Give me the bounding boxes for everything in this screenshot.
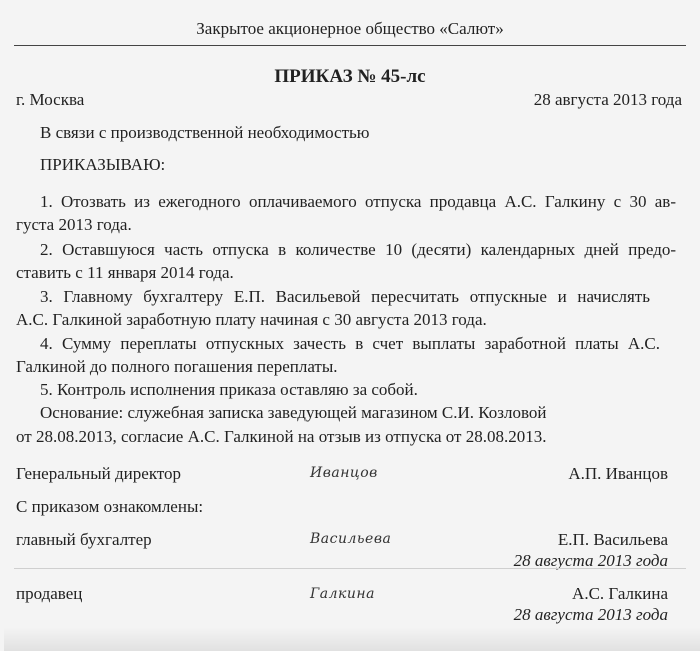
seller-signature: Галкина <box>310 586 375 602</box>
city: г. Москва <box>16 90 85 109</box>
seller-name: А.С. Галкина <box>572 584 668 603</box>
order-item-1-line-1: 1. Отозвать из ежегодного оплачиваемого отпуска продавца А.С. Галкину с 30 ав- <box>40 192 676 211</box>
accountant-name: Е.П. Васильева <box>557 530 668 549</box>
preamble: В связи с производственной необходимостью <box>40 123 370 142</box>
accountant-signature: Васильева <box>310 531 392 547</box>
seller-position: продавец <box>16 584 83 603</box>
order-item-4-line-1: 4. Сумму переплаты отпускных зачесть в счет выплаты заработной платы А.С. <box>40 334 660 353</box>
basis-line-2: от 28.08.2013, согласие А.С. Галкиной на отзыв из отпуска от 28.08.2013. <box>16 427 547 446</box>
director-position: Генеральный директор <box>16 464 182 483</box>
order-item-5: 5. Контроль исполнения приказа оставляю за собой. <box>40 380 418 399</box>
order-word: ПРИКАЗЫВАЮ: <box>40 155 166 174</box>
accountant-position: главный бухгалтер <box>16 530 152 549</box>
signature-divider <box>14 568 686 569</box>
company-name: Закрытое акционерное общество «Салют» <box>196 19 504 38</box>
accountant-date: 28 августа 2013 года <box>513 551 668 570</box>
director-name: А.П. Иванцов <box>568 464 668 483</box>
order-title: ПРИКАЗ № 45-лс <box>274 66 426 87</box>
page-shadow <box>4 627 700 651</box>
seller-date: 28 августа 2013 года <box>513 605 668 624</box>
order-date: 28 августа 2013 года <box>533 90 682 109</box>
order-item-1-line-2: густа 2013 года. <box>16 215 132 234</box>
director-signature: Иванцов <box>310 465 378 481</box>
header-divider <box>14 45 686 46</box>
order-item-3-line-2: А.С. Галкиной заработную плату начиная с 30 августа 2013 года. <box>16 310 487 329</box>
order-item-3-line-1: 3. Главному бухгалтеру Е.П. Васильевой пересчитать отпускные и начислять <box>40 287 650 306</box>
order-item-2-line-2: ставить с 11 января 2014 года. <box>16 263 234 282</box>
acquainted-label: С приказом ознакомлены: <box>16 497 204 516</box>
basis-line-1: Основание: служебная записка заведующей магазином С.И. Козловой <box>40 403 547 422</box>
order-item-2-line-1: 2. Оставшуюся часть отпуска в количестве 10 (десяти) календарных дней предо- <box>40 240 676 259</box>
order-item-4-line-2: Галкиной до полного погашения переплаты. <box>16 357 338 376</box>
